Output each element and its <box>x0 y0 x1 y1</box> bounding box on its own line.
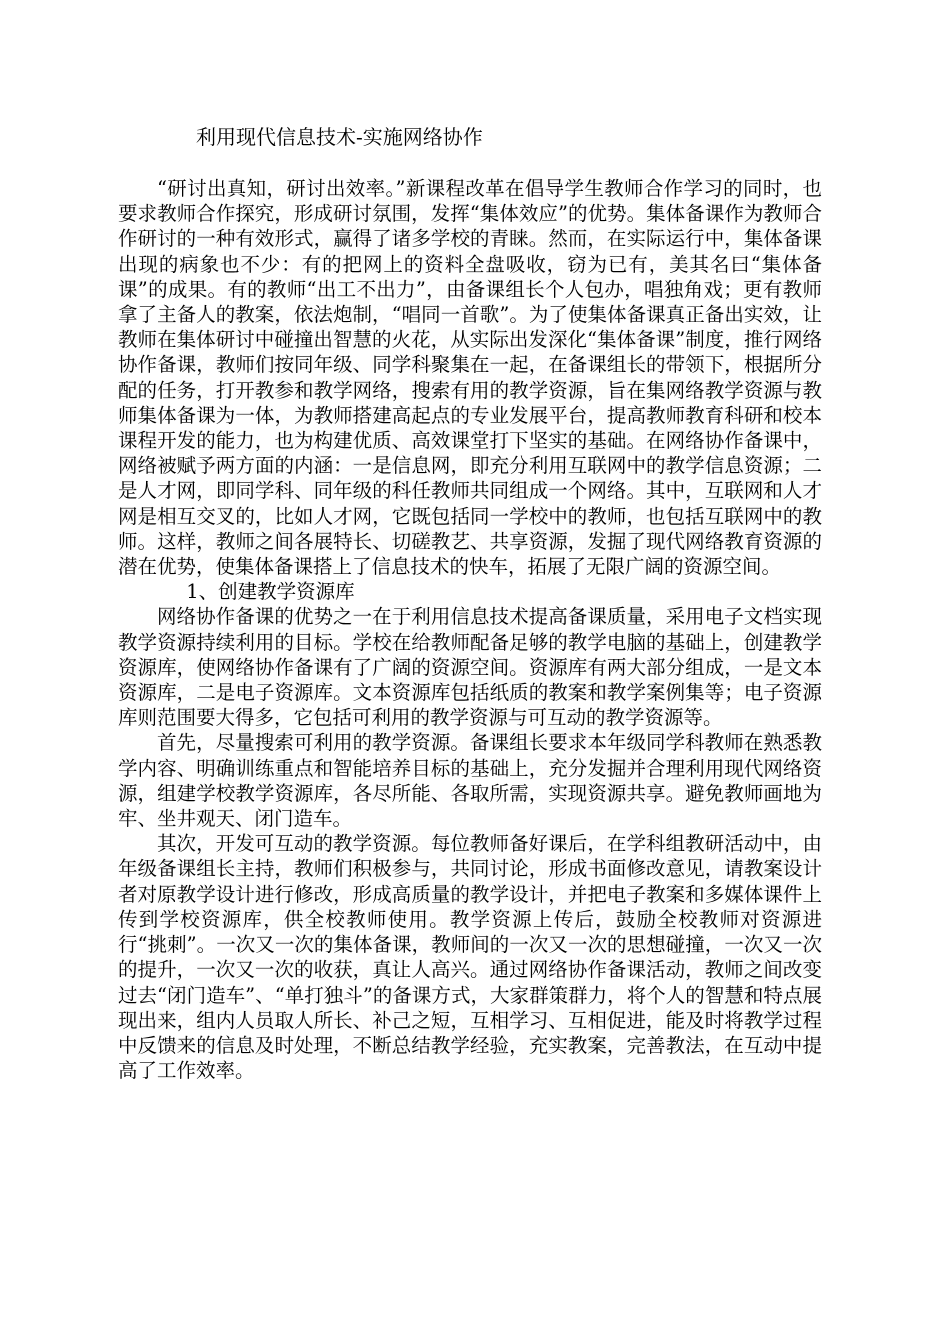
paragraph-resource-library: 网络协作备课的优势之一在于利用信息技术提高备课质量，采用电子文档实现教学资源持续利用的目标。学校在给教师配备足够的教学电脑的基础上，创建教学资源库，使网络协作备课有了广阔的资源空间。资源库有两大部分组成，一是文本资源库，二是电子资源库。文本资源库包括纸质的教案和教学案例集等；电子资源库则范围要大得多，它包括可利用的教学资源与可互动的教学资源等。 <box>118 605 822 730</box>
paragraph-first: 首先，尽量搜索可利用的教学资源。备课组长要求本年级同学科教师在熟悉教学内容、明确训练重点和智能培养目标的基础上，充分发掘并合理利用现代网络资源，组建学校教学资源库，各尽所能、各取所需，实现资源共享。避免教师画地为牢、坐井观天、闭门造车。 <box>118 731 822 831</box>
paragraph-second: 其次，开发可互动的教学资源。每位教师备好课后，在学科组教研活动中，由年级备课组长主持，教师们积极参与，共同讨论，形成书面修改意见，请教案设计者对原教学设计进行修改，形成高质量的教学设计，并把电子教案和多媒体课件上传到学校资源库，供全校教师使用。教学资源上传后，鼓励全校教师对资源进行“挑刺”。一次又一次的集体备课，教师间的一次又一次的思想碰撞，一次又一次的提升，一次又一次的收获，真让人高兴。通过网络协作备课活动，教师之间改变过去“闭门造车”、“单打独斗”的备课方式，大家群策群力，将个人的智慧和特点展现出来，组内人员取人所长、补己之短，互相学习、互相促进，能及时将教学过程中反馈来的信息及时处理，不断总结教学经验，充实教案，完善教法，在互动中提高了工作效率。 <box>118 832 822 1083</box>
document-title: 利用现代信息技术-实施网络协作 <box>196 125 483 149</box>
document-body <box>118 176 822 1083</box>
section-heading-resource-library: 1、创建教学资源库 <box>186 580 355 604</box>
paragraph-intro: “研讨出真知，研讨出效率。”新课程改革在倡导学生教师合作学习的同时，也要求教师合作探究，形成研讨氛围，发挥“集体效应”的优势。集体备课作为教师合作研讨的一种有效形式，赢得了诸多学校的青睐。然而，在实际运行中，集体备课出现的病象也不少：有的把网上的资料全盘吸收，窃为已有，美其名曰“集体备课”的成果。有的教师“出工不出力”，由备课组长个人包办，唱独角戏；更有教师拿了主备人的教案，依法炮制，“唱同一首歌”。为了使集体备课真正备出实效，让教师在集体研讨中碰撞出智慧的火花，从实际出发深化“集体备课”制度，推行网络协作备课，教师们按同年级、同学科聚集在一起，在备课组长的带领下，根据所分配的任务，打开教参和教学网络，搜索有用的教学资源，旨在集网络教学资源与教师集体备课为一体，为教师搭建高起点的专业发展平台，提高教师教育科研和校本课程开发的能力，也为构建优质、高效课堂打下坚实的基础。在网络协作备课中，网络被赋予两方面的内涵：一是信息网，即充分利用互联网中的教学信息资源；二是人才网，即同学科、同年级的科任教师共同组成一个网络。其中，互联网和人才网是相互交叉的，比如人才网，它既包括同一学校中的教师，也包括互联网中的教师。这样，教师之间各展特长、切磋教艺、共享资源，发掘了现代网络教育资源的潜在优势，使集体备课搭上了信息技术的快车，拓展了无限广阔的资源空间。 <box>118 177 822 579</box>
